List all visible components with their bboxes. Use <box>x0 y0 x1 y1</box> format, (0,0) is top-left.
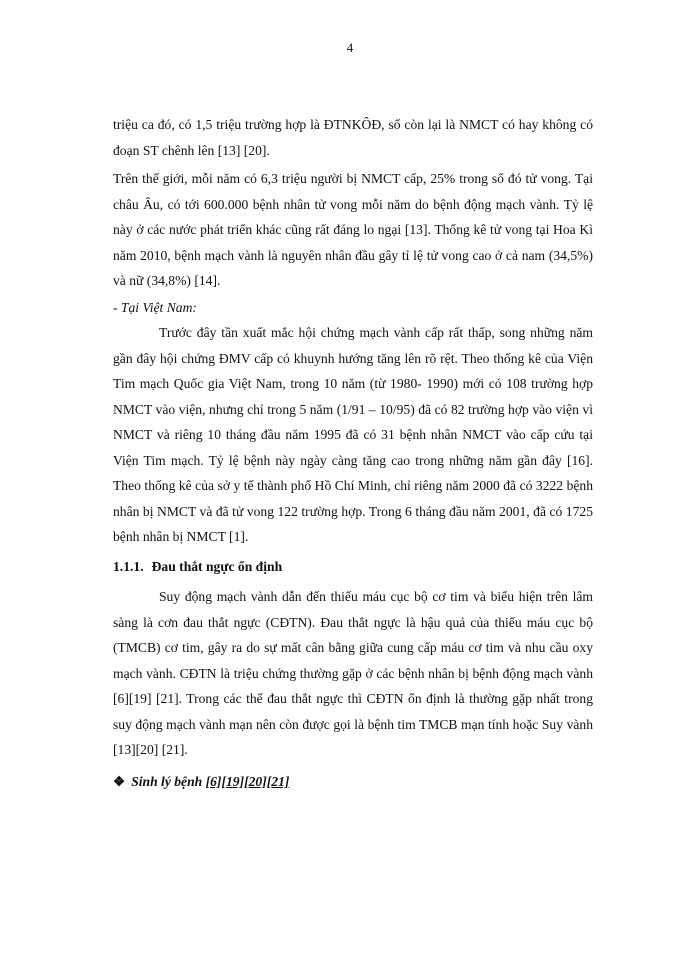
paragraph-continuation: triệu ca đó, có 1,5 triệu trường hợp là ĐTNKÔĐ, số còn lại là NMCT có hay không có đoạn ST chênh lên [13] [20]. <box>113 117 593 158</box>
paragraph-world-statistics: Trên thế giới, mỗi năm có 6,3 triệu người bị NMCT cấp, 25% trong số đó tử vong. Tại châu Âu, có tới 600.000 bệnh nhân tử vong mỗi năm do bệnh động mạch vành. Tỷ lệ này ở các nước phát triển khác cũng rất đáng lo ngại [13]. Thống kê tử vong tại Hoa Kì năm 2010, bệnh mạch vành là nguyên nhân đầu gây tỉ lệ tử vong cao ở cả nam (34,5%) và nữ (34,8%) [14]. <box>113 171 593 288</box>
subsection-heading <box>113 769 593 795</box>
section-number: 1.1.1. <box>113 558 144 574</box>
diamond-bullet-icon: ❖ <box>113 773 126 789</box>
page-number: 4 <box>346 40 354 55</box>
paragraph-stable-angina: Suy động mạch vành dẫn đến thiếu máu cục bộ cơ tim và biểu hiện trên lâm sàng là cơn đau thắt ngực (CĐTN). Đau thắt ngực là hậu quả của thiếu máu cục bộ (TMCB) cơ tim, gây ra do sự mất cân bằng giữa cung cấp máu cơ tim và nhu cầu oxy mạch vành. CĐTN là triệu chứng thường gặp ở các bệnh nhân bị bệnh động mạch vành [6][19] [21]. Trong các thể đau thắt ngực thì CĐTN ổn định là thường gặp nhất trong suy động mạch vành mạn nên còn được gọi là bệnh tim TMCB mạn tính hoặc Suy vành [13][20] [21]. <box>113 589 593 757</box>
subsection-refs: [6][19][20][21] <box>205 773 290 789</box>
section-heading <box>113 554 593 580</box>
page-body <box>113 112 593 794</box>
subsection-title: Sinh lý bệnh <box>131 773 206 789</box>
vietnam-subheading: - Tại Việt Nam: <box>113 299 197 315</box>
section-title: Đau thắt ngực ổn định <box>151 558 283 574</box>
paragraph-vietnam-statistics: Trước đây tần xuất mắc hội chứng mạch vành cấp rất thấp, song những năm gần đây hội chứng ĐMV cấp có khuynh hướng tăng lên rõ rệt. Theo thống kê của Viện Tim mạch Quốc gia Việt Nam, trong 10 năm (từ 1980- 1990) mới có 108 trường hợp NMCT vào viện, nhưng chỉ trong 5 năm (1/91 – 10/95) đã có 82 trường hợp vào viện vì NMCT và riêng 10 tháng đầu năm 1995 đã có 31 bệnh nhân NMCT vào cấp cứu tại Viện Tim mạch. Tỷ lệ bệnh này ngày càng tăng cao trong những năm gần đây [16]. Theo thống kê của sở y tế thành phố Hồ Chí Minh, chỉ riêng năm 2000 đã có 3222 bệnh nhân bị NMCT và đã tử vong 122 trường hợp. Trong 6 tháng đầu năm 2001, đã có 1725 bệnh nhân bị NMCT [1]. <box>113 325 593 544</box>
